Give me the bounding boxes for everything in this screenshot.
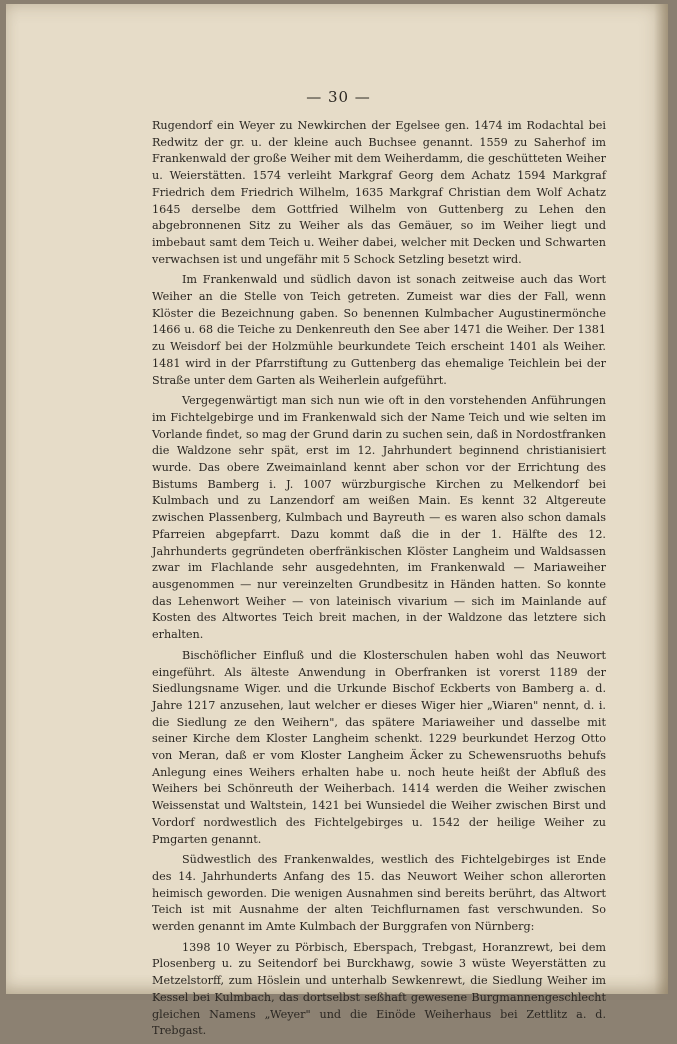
paragraph-4: Bischöflicher Einfluß und die Klosterschulen haben wohl das Neuwort eingeführt. Als älteste Anwendung in Oberfranken ist vorerst 1189 der Siedlungsname Wiger. und die Urkunde Bischof Eckberts von Bamberg a. d. Jahre 1217 anzusehen, laut welcher er dieses Wiger hier „Wiaren" nennt, d. i. die Siedlung ze den Weihern", das spätere Mariaweiher und dasselbe mit seiner Kirche dem Kloster Langheim schenkt. 1229 beurkundet Herzog Otto von Meran, daß er vom Kloster Langheim Äcker zu Schewensruoths behufs Anlegung eines Weihers erhalten habe u. noch heute heißt der Abfluß des Weihers bei Schönreuth der Weiherbach. 1414 werden die Weiher zwischen Weissenstat und Waltstein, 1421 bei Wunsiedel die Weiher zwischen Birst und Vordorf nordwestlich des Fichtelgebirges u. 1542 der heilige Weiher zu Pmgarten genannt. bbox=[152, 648, 606, 846]
paragraph-5: Südwestlich des Frankenwaldes, westlich des Fichtelgebirges ist Ende des 14. Jahrhunderts Anfang des 15. das Neuwort Weiher schon allerorten heimisch geworden. Die wenigen Ausnahmen sind bereits berührt, das Altwort Teich ist mit Ausnahme der alten Teichflurnamen fast verschwunden. So werden genannt im Amte Kulmbach der Burggrafen von Nürnberg: bbox=[152, 853, 606, 934]
paragraph-3: Vergegenwärtigt man sich nun wie oft in den vorstehenden Anführungen im Fichtelgebirge und im Frankenwald sich der Name Teich und wie selten im Vorlande findet, so mag der Grund darin zu suchen sein, daß in Nordostfranken die Waldzone sehr spät, erst im 12. Jahrhundert beginnend christianisiert wurde. Das obere Zweimainland kennt aber schon vor der Errichtung des Bistums Bamberg i. J. 1007 würzburgische Kirchen zu Melkendorf bei Kulmbach und zu Lanzendorf am weißen Main. Es kennt 32 Altgereute zwischen Plassenberg, Kulmbach und Bayreuth — es waren also schon damals Pfarreien abgepfarrt. Dazu kommt daß die in der 1. Hälfte des 12. Jahrhunderts gegründeten oberfränkischen Klöster Langheim und Waldsassen zwar im Flachlande sehr ausgedehnten, im Frankenwald — Mariaweiher ausgenommen — nur vereinzelten Grundbesitz in Händen hatten. So konnte das Lehenwort Weiher — von lateinisch vivarium — sich im Mainlande auf Kosten des Altwortes Teich breit machen, in der Waldzone das letztere sich erhalten. bbox=[152, 394, 606, 642]
page-number: — 30 — bbox=[306, 88, 371, 106]
page-fold-shadow bbox=[654, 4, 668, 994]
paragraph-6: 1398 10 Weyer zu Pörbisch, Eberspach, Trebgast, Horanzrewt, bei dem Plosenberg u. zu Seitendorf bei Burckhawg, sowie 3 wüste Weyerstätten zu Metzelstorff, zum Höslein und unterhalb Sewkenrewt, die Siedlung Weiher im Kessel bei Kulmbach, das dortselbst seßhaft gewesene Burgmannengeschlecht gleichen Namens „Weyer" und die Einöde Weiherhaus bei Zettlitz a. d. Trebgast. bbox=[152, 940, 606, 1038]
paragraph-1: Rugendorf ein Weyer zu Newkirchen der Egelsee gen. 1474 im Rodachtal bei Redwitz der gr. u. der kleine auch Buchsee genannt. 1559 zu Saherhof im Frankenwald der große Weiher mit dem Weiherdamm, die geschütteten Weiher u. Weierstätten. 1574 verleiht Markgraf Georg dem Achatz 1594 Markgraf Friedrich dem Friedrich Wilhelm, 1635 Markgraf Christian dem Wolf Achatz 1645 derselbe dem Gottfried Wilhelm von Guttenberg zu Lehen den abgebronnenen Sitz zu Weiher als das Gemäuer, so im Weiher liegt und imbebaut samt dem Teich u. Weiher dabei, welcher mit Decken und Schwarten verwachsen ist und ungefähr mit 5 Schock Setzling besetzt wird. bbox=[152, 119, 606, 266]
body-text bbox=[152, 118, 606, 1044]
paragraph-2: Im Frankenwald und südlich davon ist sonach zeitweise auch das Wort Weiher an die Stelle von Teich getreten. Zumeist war dies der Fall, wenn Klöster die Bezeichnung gaben. So benennen Kulmbacher Augustinermönche 1466 u. 68 die Teiche zu Denkenreuth den See aber 1471 die Weiher. Der 1381 zu Weisdorf bei der Holzmühle beurkundete Teich erscheint 1401 als Weiher. 1481 wird in der Pfarrstiftung zu Guttenberg das ehemalige Teichlein bei der Straße unter dem Garten als Weiherlein aufgeführt. bbox=[152, 273, 606, 387]
